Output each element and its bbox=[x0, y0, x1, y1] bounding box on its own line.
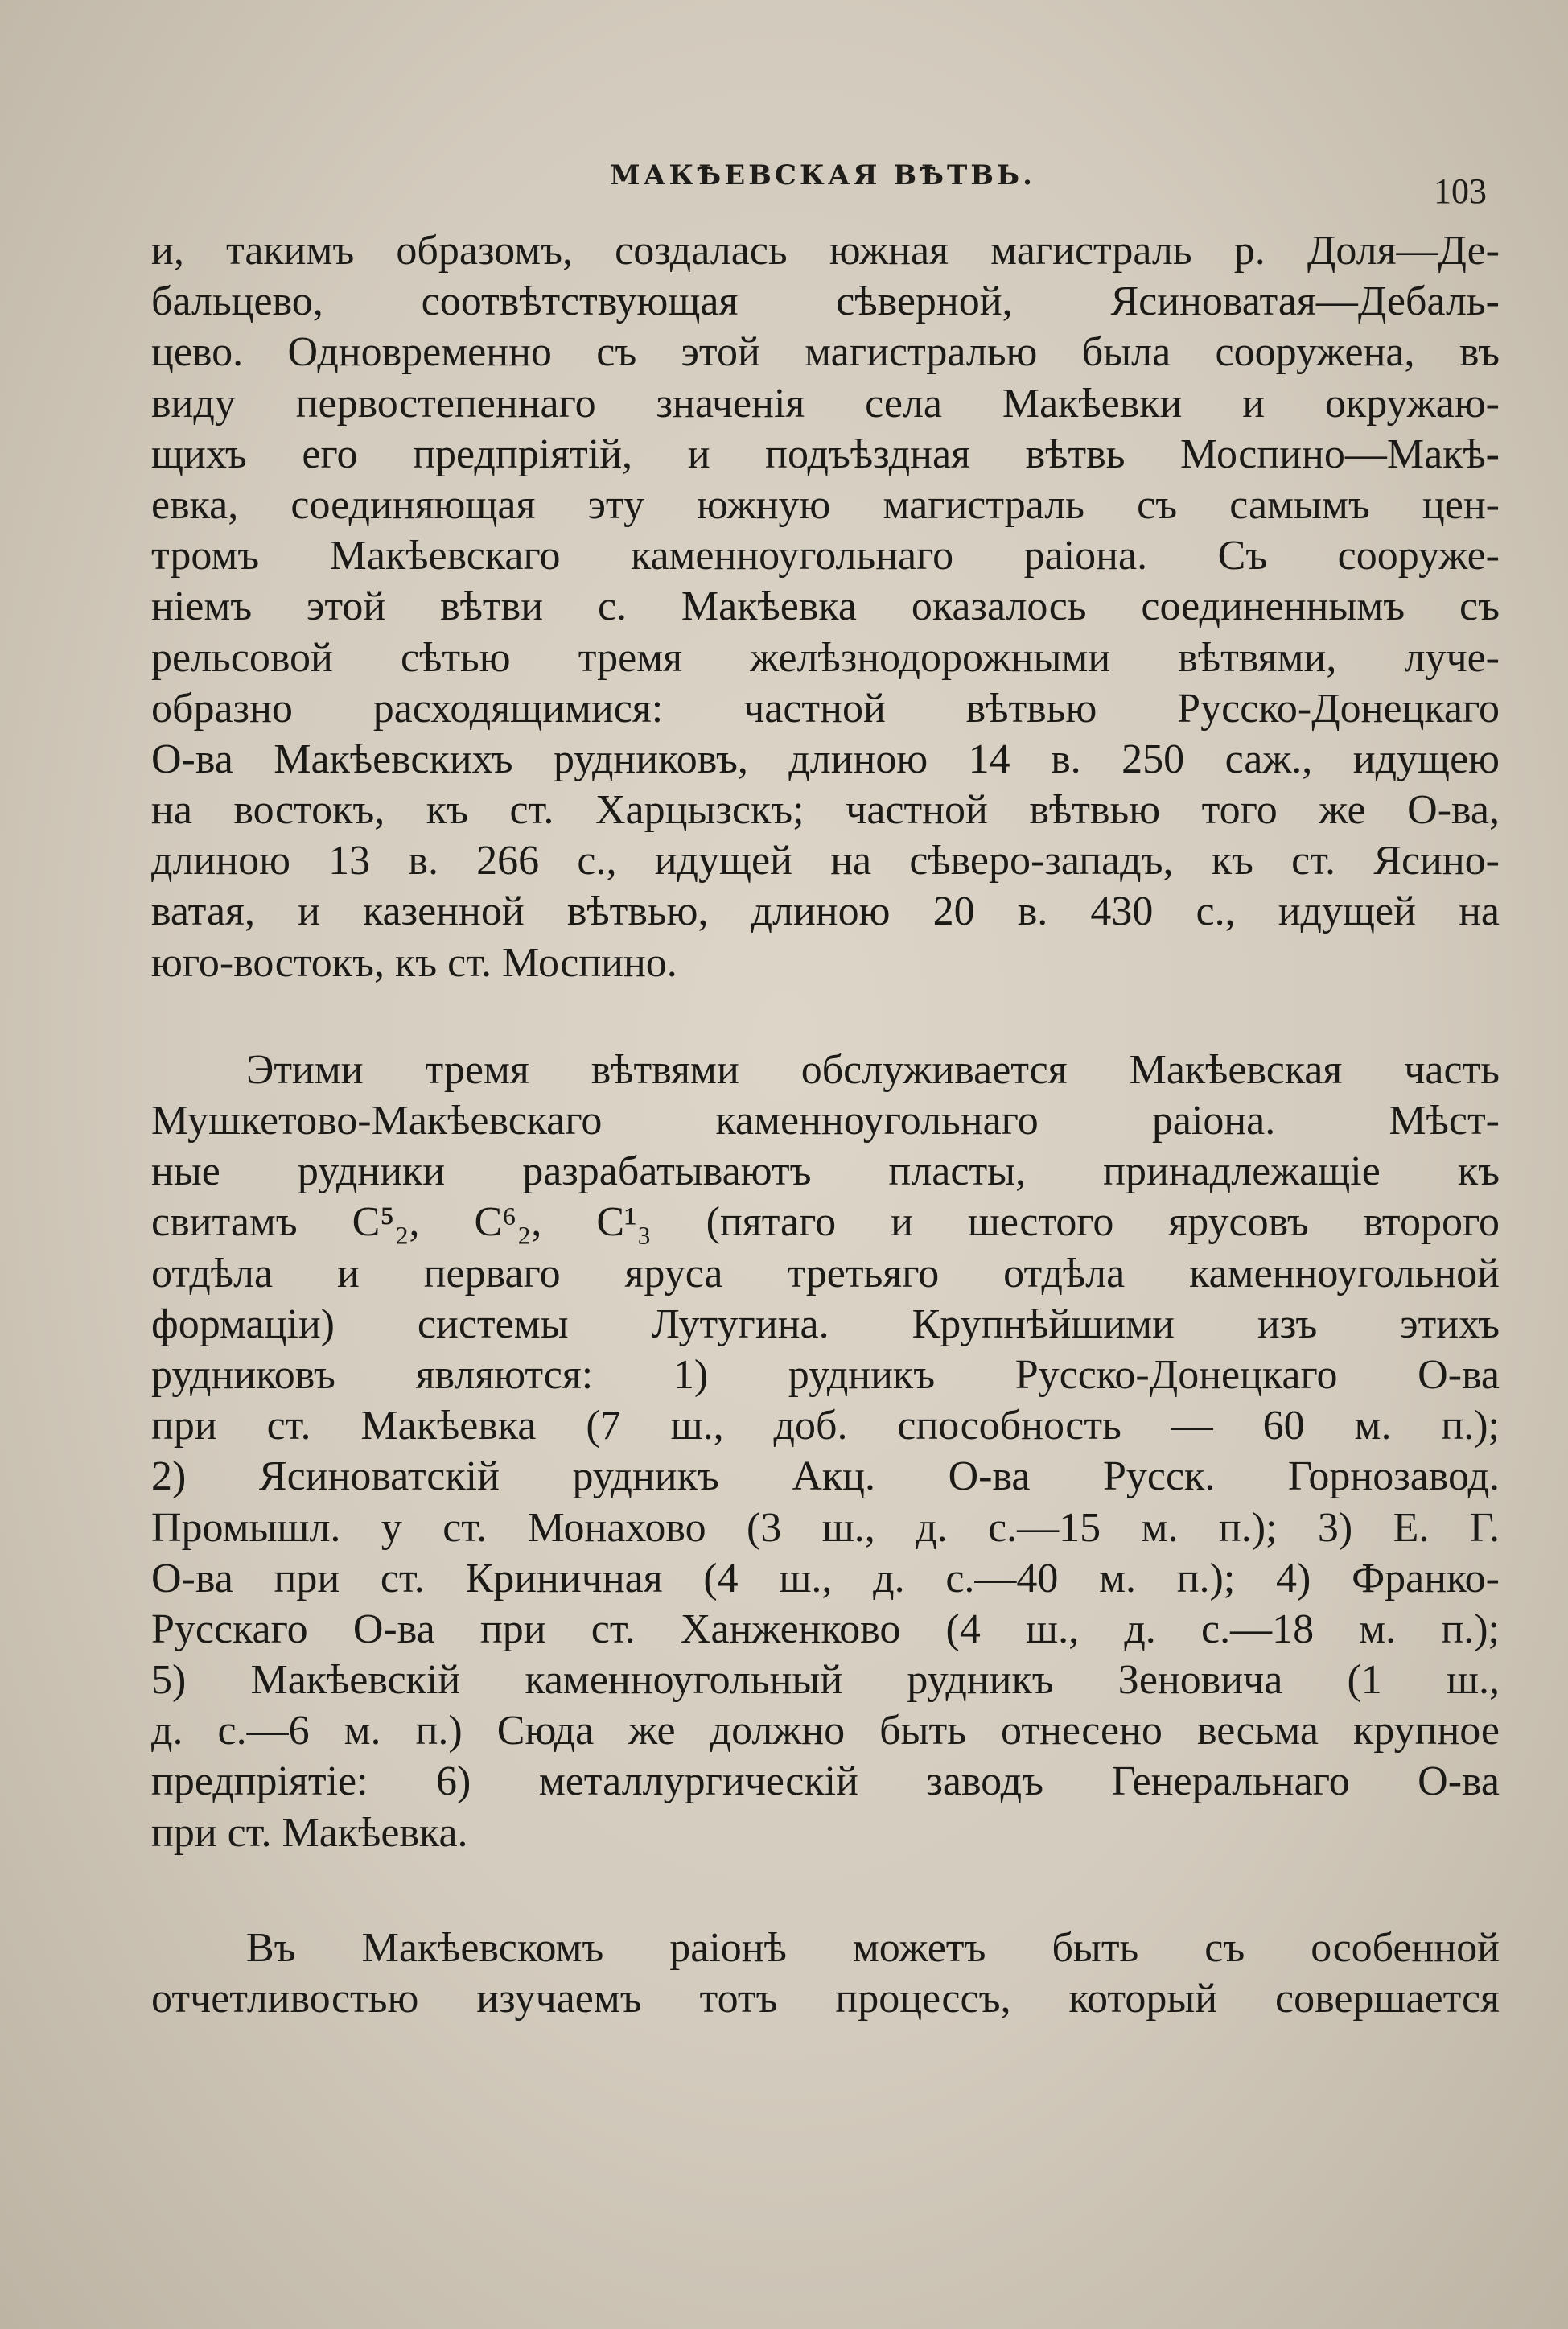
text-line: предпріятіе: 6) металлургическій заводъ Генеральнаго О-ва bbox=[151, 1758, 1500, 1805]
text-line: цево. Одновременно съ этой магистралью была сооружена, въ bbox=[151, 329, 1500, 376]
text-line: свитамъ C⁵₂, C⁶₂, C¹₃ (пятаго и шестого ярусовъ второго bbox=[151, 1199, 1500, 1246]
running-head bbox=[0, 153, 1568, 211]
text-line: при ст. Макѣевка (7 ш., доб. способность — 60 м. п.); bbox=[151, 1403, 1500, 1449]
text-line: бальцево, соотвѣтствующая сѣверной, Ясиноватая—Дебаль- bbox=[151, 278, 1500, 325]
text-line: при ст. Макѣевка. bbox=[151, 1809, 468, 1856]
text-line: рудниковъ являются: 1) рудникъ Русско-Донецкаго О-ва bbox=[151, 1351, 1500, 1398]
text-line: Въ Макѣевскомъ раіонѣ можетъ быть съ особенной bbox=[246, 1924, 1500, 1971]
text-line: и, такимъ образомъ, создалась южная магистраль р. Доля—Де- bbox=[151, 228, 1500, 274]
text-line: д. с.—6 м. п.) Сюда же должно быть отнесено весьма крупное bbox=[151, 1708, 1500, 1754]
header-title: МАКѢЕВСКАЯ ВѢТВЬ. bbox=[610, 159, 1035, 192]
text-line: евка, соединяющая эту южную магистраль съ самымъ цен- bbox=[151, 481, 1500, 528]
text-line: на востокъ, къ ст. Харцызскъ; частной вѣтвью того же О-ва, bbox=[151, 787, 1500, 834]
text-line: Этими тремя вѣтвями обслуживается Макѣевская часть bbox=[246, 1046, 1500, 1093]
text-line: Промышл. у ст. Монахово (3 ш., д. с.—15 м. п.); 3) Е. Г. bbox=[151, 1504, 1500, 1551]
body-text bbox=[151, 225, 1500, 2024]
text-line: О-ва Макѣевскихъ рудниковъ, длиною 14 в. 250 саж., идущею bbox=[151, 736, 1500, 782]
text-line: Мушкетово-Макѣевскаго каменноугольнаго раіона. Мѣст- bbox=[151, 1098, 1500, 1144]
paragraph-spacer bbox=[151, 1858, 1500, 1923]
page-number: 103 bbox=[1434, 171, 1487, 211]
text-line: тромъ Макѣевскаго каменноугольнаго раіона. Съ сооруже- bbox=[151, 533, 1500, 579]
text-line: О-ва при ст. Криничная (4 ш., д. с.—40 м. п.); 4) Франко- bbox=[151, 1555, 1500, 1601]
paragraph-2 bbox=[151, 1045, 1500, 1858]
text-line: щихъ его предпріятій, и подъѣздная вѣтвь Моспино—Макѣ- bbox=[151, 431, 1500, 477]
paragraph-1 bbox=[151, 225, 1500, 988]
text-line: 5) Макѣевскій каменноугольный рудникъ Зеновича (1 ш., bbox=[151, 1657, 1500, 1704]
text-line: виду первостепеннаго значенія села Макѣевки и окружаю- bbox=[151, 380, 1500, 427]
text-line: формаціи) системы Лутугина. Крупнѣйшими изъ этихъ bbox=[151, 1301, 1500, 1347]
text-line: Русскаго О-ва при ст. Ханженково (4 ш., д. с.—18 м. п.); bbox=[151, 1606, 1500, 1652]
text-line: ватая, и казенной вѣтвью, длиною 20 в. 430 с., идущей на bbox=[151, 888, 1500, 935]
paragraph-3 bbox=[151, 1923, 1500, 2024]
text-line: отдѣла и перваго яруса третьяго отдѣла каменноугольной bbox=[151, 1250, 1500, 1296]
text-line: ные рудники разрабатываютъ пласты, принадлежащіе къ bbox=[151, 1148, 1500, 1195]
text-line: ніемъ этой вѣтви с. Макѣевка оказалось соединеннымъ съ bbox=[151, 583, 1500, 630]
text-line: рельсовой сѣтью тремя желѣзнодорожными вѣтвями, луче- bbox=[151, 634, 1500, 681]
paragraph-spacer bbox=[151, 988, 1500, 1045]
text-line: длиною 13 в. 266 с., идущей на сѣверо-западъ, къ ст. Ясино- bbox=[151, 838, 1500, 884]
text-line: отчетливостью изучаемъ тотъ процессъ, который совершается bbox=[151, 1976, 1500, 2022]
text-line: 2) Ясиноватскій рудникъ Акц. О-ва Русск. Горнозавод. bbox=[151, 1453, 1500, 1500]
text-line: юго-востокъ, къ ст. Моспино. bbox=[151, 939, 677, 986]
text-line: образно расходящимися: частной вѣтвью Русско-Донецкаго bbox=[151, 685, 1500, 732]
